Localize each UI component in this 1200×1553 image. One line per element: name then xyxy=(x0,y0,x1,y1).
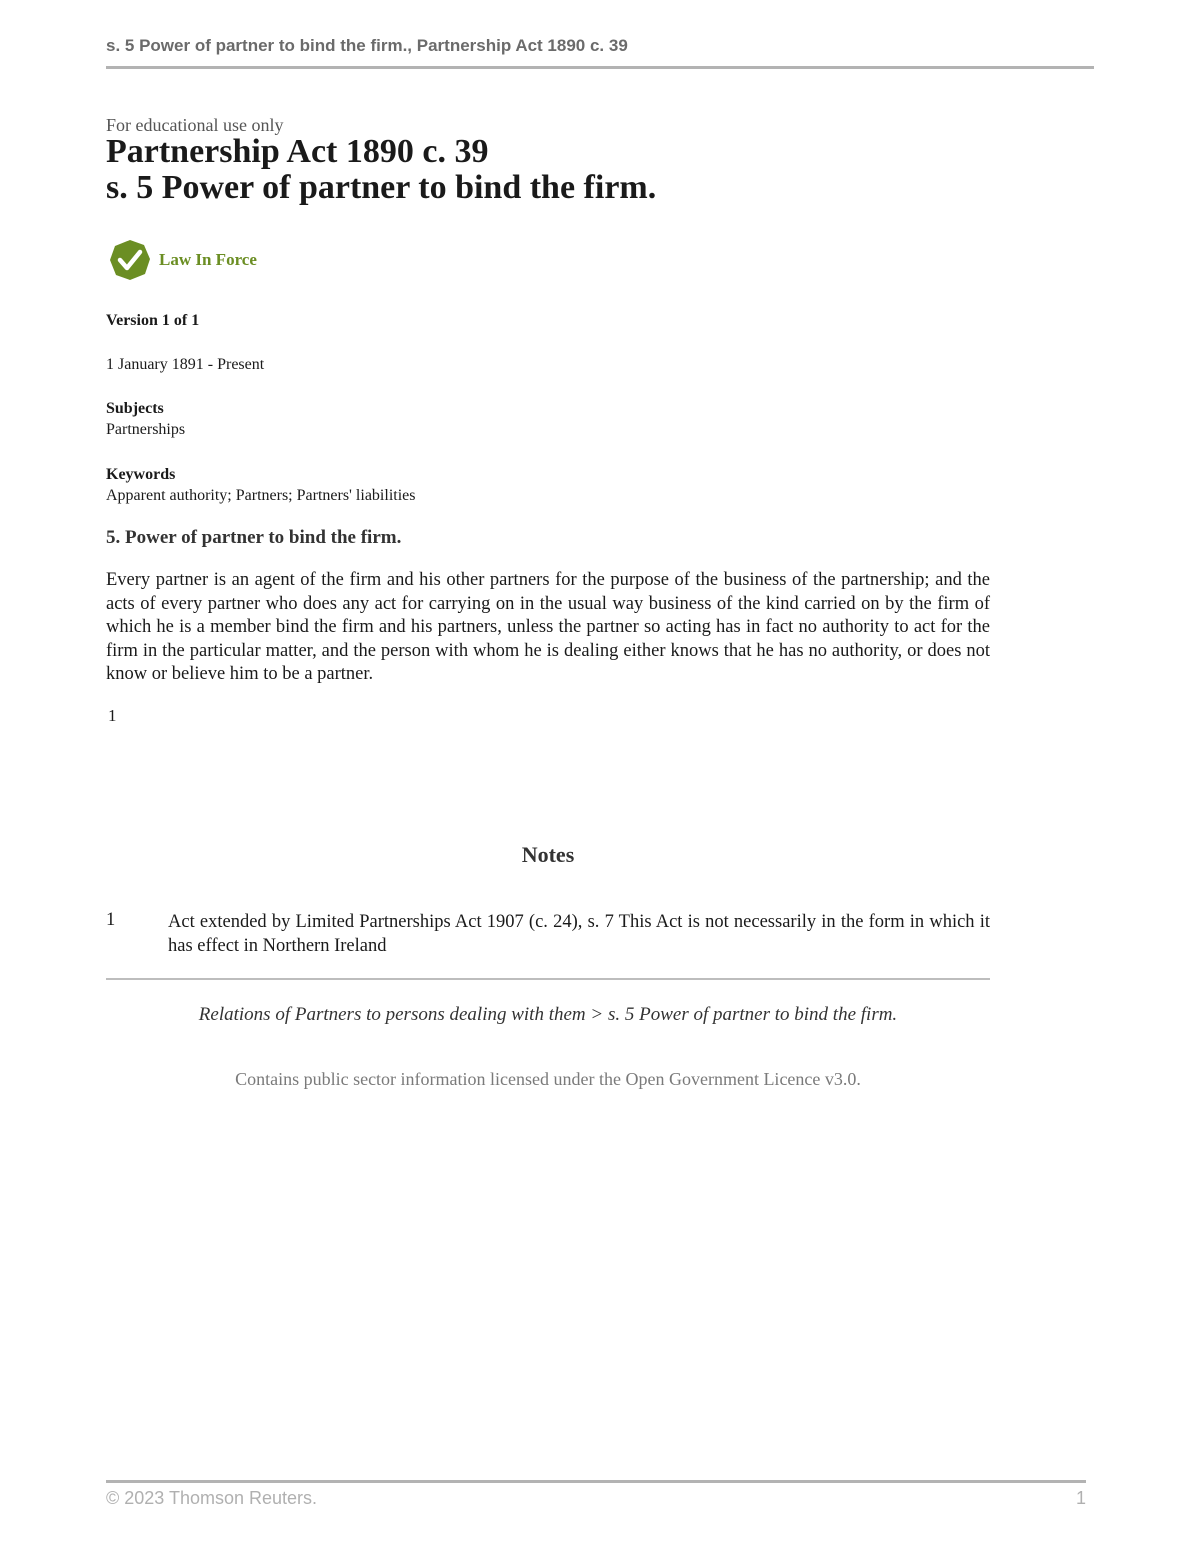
date-range-info xyxy=(106,354,264,375)
licence-notice: Contains public sector information licensed under the Open Government Licence v3.0. xyxy=(235,1069,861,1089)
header-divider xyxy=(106,66,1094,69)
notes-heading: Notes xyxy=(521,842,575,867)
subjects-info xyxy=(106,398,185,440)
section-body-text: Every partner is an agent of the firm and his other partners for the purpose of the business of the partnership; and the acts of every partner who does any act for carrying on in the usual way business of the kind carried on by the firm of which he is a member bind the firm and his partners, unless the partner so acting has in fact no authority to act for the firm in the particular matter, and the person with whom he is dealing either knows that he has no authority, or does not know or believe him to be a partner. xyxy=(106,570,990,685)
section-title: s. 5 Power of partner to bind the firm. xyxy=(106,169,657,206)
document-title xyxy=(106,134,656,206)
running-header-title: s. 5 Power of partner to bind the firm., Partnership Act 1890 c. 39 xyxy=(106,36,628,55)
note-text: Act extended by Limited Partnerships Act 1907 (c. 24), s. 7 This Act is not necessarily in the form in which it has effect in Northern Ireland xyxy=(168,912,990,956)
subjects-value: Partnerships xyxy=(106,421,186,438)
keywords-info xyxy=(106,464,415,506)
keywords-value: Apparent authority; Partners; Partners' liabilities xyxy=(106,487,416,504)
section-heading: 5. Power of partner to bind the firm. xyxy=(106,527,402,548)
footer-page-number: 1 xyxy=(1075,1488,1086,1508)
footer-divider xyxy=(106,1480,1086,1483)
status-label: Law In Force xyxy=(159,250,257,269)
breadcrumb: Relations of Partners to persons dealing with them > s. 5 Power of partner to bind the firm. xyxy=(198,1004,898,1025)
subjects-label: Subjects xyxy=(106,400,164,417)
keywords-label: Keywords xyxy=(106,466,176,483)
checkmark-circle-icon xyxy=(109,239,151,281)
note-number: 1 xyxy=(106,910,116,930)
notes-divider xyxy=(106,978,990,980)
act-title: Partnership Act 1890 c. 39 xyxy=(106,133,489,170)
date-range: 1 January 1891 - Present xyxy=(106,356,265,373)
version-info xyxy=(106,310,199,331)
version-label: Version 1 of 1 xyxy=(106,312,200,329)
footnote-reference[interactable]: 1 xyxy=(108,706,117,725)
footer-copyright: © 2023 Thomson Reuters. xyxy=(106,1488,318,1508)
educational-use-note: For educational use only xyxy=(106,115,284,135)
law-status xyxy=(109,239,257,281)
